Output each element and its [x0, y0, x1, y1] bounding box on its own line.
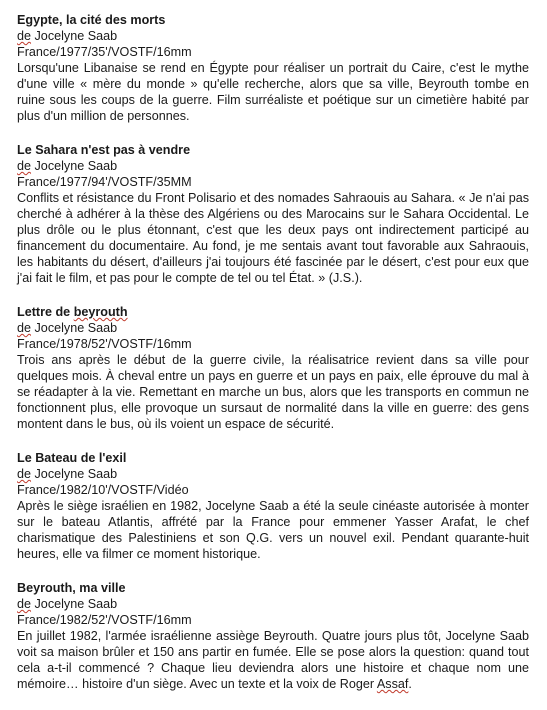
film-entry-egypte	[17, 12, 529, 124]
film-specs: France/1982/52'/VOSTF/16mm	[17, 613, 192, 627]
film-title: Le Bateau de l'exil	[17, 451, 127, 465]
film-entry-beyrouth-ma-ville	[17, 580, 529, 692]
film-description: Conflits et résistance du Front Polisario et des nomades Sahraouis au Sahara. « Je n'ai pas cherché à adhérer à la thèse des Algériens ou des Marocains sur le Sahara Occidental. Le plus drôle ou le plus étonnant, c'est que les deux pays ont indirectement participé au financement du documentaire. Au fond, je me sentais avant tout favorable aux Sahraouis, les habitants du désert, d'ailleurs j'ai toujours été fascinée par le désert, c'est pour eux que j'ai fait le film, et pas pour le compte de tel ou tel État. » (J.S.).	[17, 191, 529, 285]
film-title-spellcheck-word: beyrouth	[73, 305, 128, 319]
director-line	[17, 28, 529, 44]
de-word: de	[17, 467, 32, 481]
film-specs: France/1977/35'/VOSTF/16mm	[17, 45, 192, 59]
director-line	[17, 466, 529, 482]
director-name: Jocelyne Saab	[31, 29, 118, 43]
director-name: Jocelyne Saab	[31, 467, 118, 481]
film-title: Beyrouth, ma ville	[17, 581, 126, 595]
film-description: Après le siège israélien en 1982, Jocelyne Saab a été la seule cinéaste autorisée à monter sur le bateau Atlantis, affrété par la France pour emmener Yasser Arafat, le chef charismatique des Palestiniens et son Q.G. vers un nouvel exil. Pendant quarante-huit heures, elle va filmer ce moment historique.	[17, 499, 529, 561]
de-word: de	[17, 159, 32, 173]
film-entry-lettre-de-beyrouth	[17, 304, 529, 432]
director-line	[17, 158, 529, 174]
film-entry-sahara	[17, 142, 529, 286]
description-end: .	[408, 677, 412, 691]
film-description: Trois ans après le début de la guerre civile, la réalisatrice revient dans sa ville pour quelques mois. À cheval entre un pays en guerre et un pays en paix, elle éprouve du mal à se réadapter à la vie. Remettant en marche un bus, alors que les transports en commun ne fonctionnent plus, elle provoque un sursaut de normalité dans la ville en guerre: des gens montent dans le bus, où ils voient un espace de sécurité.	[17, 353, 529, 431]
description-text: En juillet 1982, l'armée israélienne assiège Beyrouth. Quatre jours plus tôt, Jocelyne Saab voit sa maison brûler et 150 ans partir en fumée. Elle se pose alors la question: quand tout cela a-t-il commencé ? Chaque lieu deviendra alors une histoire et chaque nom une mémoire… histoire d'un siège. Avec un texte et la voix de Roger	[17, 629, 529, 691]
director-name: Jocelyne Saab	[31, 597, 118, 611]
film-description	[17, 628, 529, 692]
description-spellcheck-word: Assaf	[376, 677, 409, 691]
film-description: Lorsqu'une Libanaise se rend en Égypte pour réaliser un portrait du Caire, c'est le mythe d'une ville « mère du monde » qu'elle recherche, alors que sa ville, Beyrouth tombe en ruine sous les coups de la guerre. Film surréaliste et poétique sur un cimetière habité par plus d'un million de personnes.	[17, 61, 529, 123]
film-title-prefix: Lettre de	[17, 305, 74, 319]
director-name: Jocelyne Saab	[31, 159, 118, 173]
film-specs: France/1978/52'/VOSTF/16mm	[17, 337, 192, 351]
film-program	[17, 12, 529, 710]
de-word: de	[17, 597, 32, 611]
de-word: de	[17, 321, 32, 335]
film-title: Egypte, la cité des morts	[17, 13, 166, 27]
film-entry-bateau-de-l-exil	[17, 450, 529, 562]
film-title: Le Sahara n'est pas à vendre	[17, 143, 191, 157]
director-line	[17, 320, 529, 336]
director-line	[17, 596, 529, 612]
film-title	[17, 304, 529, 320]
film-specs: France/1982/10'/VOSTF/Vidéo	[17, 483, 189, 497]
de-word: de	[17, 29, 32, 43]
director-name: Jocelyne Saab	[31, 321, 118, 335]
film-specs: France/1977/94'/VOSTF/35MM	[17, 175, 192, 189]
